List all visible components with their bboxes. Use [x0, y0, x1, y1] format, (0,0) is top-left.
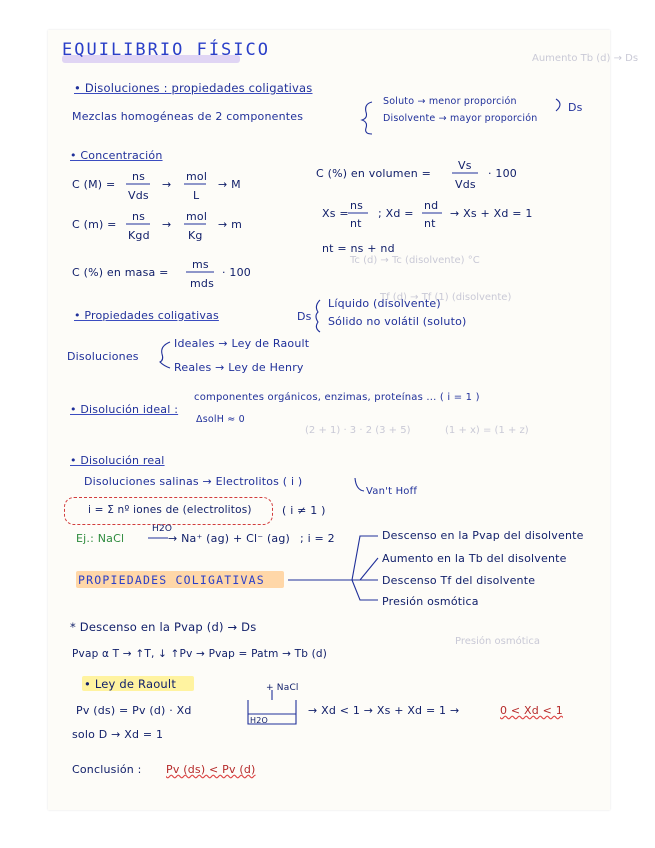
page-title: EQUILIBRIO FÍSICO [62, 40, 270, 60]
xs-label: Xs = [322, 207, 349, 220]
unit-numerator: mol [186, 170, 208, 183]
molaridad-label: C (M) = [72, 178, 116, 191]
mezclas-text: Mezclas homogéneas de 2 componentes [72, 110, 304, 123]
soluto-text: Soluto → menor proporción [383, 96, 517, 107]
nacl-label: + NaCl [266, 683, 299, 693]
vant-hoff-text: Van't Hoff [366, 486, 418, 497]
molalidad-result: → m [218, 218, 243, 231]
h2o-over-arrow: H2O [152, 524, 173, 534]
real-heading: • Disolución real [70, 454, 165, 467]
reales-text: Reales → Ley de Henry [174, 361, 304, 374]
ghost-text: Tc (d) → Tc (disolvente) °C [350, 255, 480, 266]
salinas-text: Disoluciones salinas → Electrolitos ( i ) [84, 475, 303, 488]
xd-denominator: nt [424, 217, 436, 230]
volumen-label: C (%) en volumen = [316, 167, 431, 180]
molaridad-denominator: Vds [128, 189, 149, 202]
masa-numerator: ms [192, 258, 209, 271]
solido-text: Sólido no volátil (soluto) [328, 315, 467, 328]
pv-equation: Pv (ds) = Pv (d) · Xd [76, 704, 192, 717]
arrow: → [162, 178, 172, 191]
concentracion-heading: • Concentración [70, 149, 163, 162]
volumen-numerator: Vs [458, 159, 472, 172]
prop-item-3: Descenso Tf del disolvente [382, 574, 536, 587]
volumen-denominator: Vds [455, 178, 476, 191]
ghost-text: (2 + 1) · 3 · 2 (3 + 5) [305, 425, 411, 436]
xd-label: ; Xd = [378, 207, 414, 220]
volumen-multiplier: · 100 [488, 167, 517, 180]
solo-d-text: solo D → Xd = 1 [72, 728, 164, 741]
componentes-text: componentes orgánicos, enzimas, proteínas ... ( i = 1 ) [194, 392, 480, 403]
molalidad-numerator: ns [132, 210, 146, 223]
disoluciones-label: Disoluciones [67, 350, 139, 363]
mole-fraction-chain: → Xd < 1 → Xs + Xd = 1 → [308, 704, 460, 717]
x-sum: → Xs + Xd = 1 [450, 207, 533, 220]
ghost-text: Presión osmótica [455, 636, 541, 647]
conclusion-text: Pv (ds) < Pv (d) [166, 763, 256, 776]
ds-label: Ds [568, 101, 583, 114]
molaridad-result: → M [218, 178, 241, 191]
ghost-text: Aumento Tb (d) → Ds [532, 53, 639, 64]
arrow: → [162, 218, 172, 231]
molalidad-denominator: Kgd [128, 229, 150, 242]
ghost-text: (1 + x) = (1 + z) [445, 425, 529, 436]
xd-inequality: 0 < Xd < 1 [500, 704, 563, 717]
i-not-one: ( i ≠ 1 ) [282, 504, 326, 517]
ejemplo-label: Ej.: NaCl [76, 532, 125, 545]
xs-numerator: ns [350, 199, 364, 212]
brace [362, 102, 372, 134]
unit-denominator: L [193, 189, 200, 202]
prop-item-1: Descenso en la Pvap del disolvente [382, 529, 584, 542]
masa-denominator: mds [190, 277, 215, 290]
ds-label: Ds [297, 310, 312, 323]
molalidad-label: C (m) = [72, 218, 117, 231]
ideal-heading: • Disolución ideal : [70, 403, 179, 416]
liquido-text: Líquido (disolvente) [328, 297, 441, 310]
i-equals-two: ; i = 2 [300, 532, 335, 545]
descenso-heading: * Descenso en la Pvap (d) → Ds [70, 620, 257, 634]
disolvente-text: Disolvente → mayor proporción [383, 113, 538, 124]
propiedades-coligativas-heading: PROPIEDADES COLIGATIVAS [78, 573, 265, 587]
masa-label: C (%) en masa = [72, 266, 169, 279]
unit-denominator: Kg [188, 229, 203, 242]
xd-numerator: nd [424, 199, 439, 212]
products-text: → Na⁺ (ag) + Cl⁻ (ag) [168, 532, 291, 545]
unit-numerator: mol [186, 210, 208, 223]
vant-hoff-formula: i = Σ nº iones de (electrolitos) [88, 504, 252, 516]
h2o-beaker-label: H2O [250, 716, 269, 725]
ghost-text: Tf (d) → Tf (1) (disolvente) [380, 292, 512, 303]
prop-item-2: Aumento en la Tb del disolvente [382, 552, 567, 565]
propiedades-heading: • Propiedades coligativas [74, 309, 219, 322]
conclusion-label: Conclusión : [72, 763, 142, 776]
xs-denominator: nt [350, 217, 362, 230]
prop-item-4: Presión osmótica [382, 595, 479, 608]
disoluciones-heading: • Disoluciones : propiedades coligativas [74, 81, 313, 95]
masa-multiplier: · 100 [222, 266, 251, 279]
delta-h: ΔsolH ≈ 0 [196, 414, 245, 425]
nt-equation: nt = ns + nd [322, 242, 395, 255]
raoult-label: • Ley de Raoult [84, 677, 177, 691]
pvap-relation: Pvap α T → ↑T, ↓ ↑Pv → Pvap = Patm → Tb (d) [72, 648, 328, 660]
molaridad-numerator: ns [132, 170, 146, 183]
ideales-text: Ideales → Ley de Raoult [174, 337, 310, 350]
